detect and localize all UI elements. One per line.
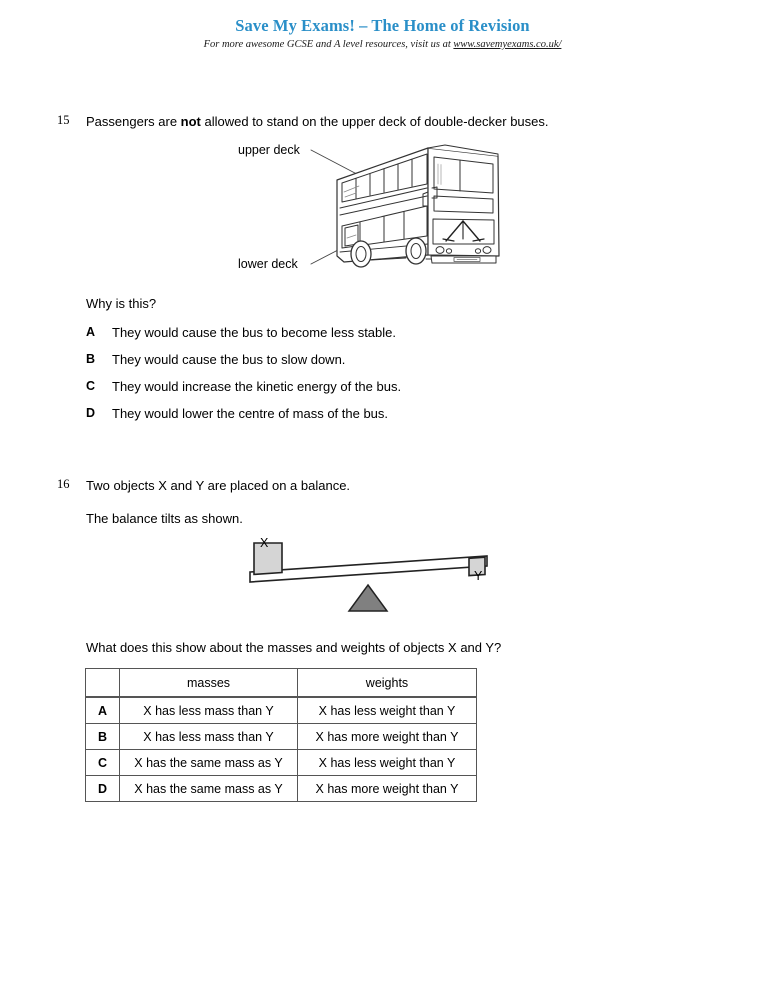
q15-option-d-text[interactable]: They would lower the centre of mass of the bus. [112, 406, 389, 421]
question-16-number: 16 [57, 477, 70, 491]
table-header-weights: weights [298, 669, 477, 698]
q16-answer-table [85, 668, 477, 802]
double-decker-bus-diagram [232, 140, 512, 280]
object-x-label: X [260, 536, 269, 550]
q16-option-c-mass: X has the same mass as Y [120, 750, 298, 776]
balance-drawing [240, 534, 500, 626]
q15-stem-bold: not [180, 114, 201, 129]
site-title: Save My Exams! – The Home of Revision [235, 16, 530, 35]
q15-stem-prefix: Passengers are [86, 114, 181, 129]
q16-option-d-weight: X has more weight than Y [298, 776, 477, 802]
site-url-link[interactable]: www.savemyexams.co.uk/ [453, 39, 562, 50]
subtitle-text: For more awesome GCSE and A level resources, visit us at [203, 39, 454, 50]
q15-option-c-letter: C [86, 379, 96, 393]
table-row[interactable] [86, 750, 477, 776]
table-row[interactable] [86, 776, 477, 802]
balance-beam [250, 556, 487, 582]
table-header-blank [86, 669, 120, 698]
q16-option-a-weight: X has less weight than Y [298, 697, 477, 724]
table-header-masses: masses [120, 669, 298, 698]
q15-option-a-letter: A [86, 325, 96, 339]
table-row[interactable] [86, 724, 477, 750]
question-16-stem: Two objects X and Y are placed on a balance. [86, 478, 351, 493]
q15-option-b-text[interactable]: They would cause the bus to slow down. [112, 352, 346, 367]
q15-option-c-text[interactable]: They would increase the kinetic energy of the bus. [112, 379, 402, 394]
q16-option-d-letter: D [86, 776, 120, 802]
q16-option-c-letter: C [86, 750, 120, 776]
tilted-balance-diagram [240, 534, 500, 626]
page-header [0, 16, 765, 52]
q15-stem-suffix: allowed to stand on the upper deck of double-decker buses. [200, 114, 549, 129]
q15-option-d-letter: D [86, 406, 96, 420]
q16-option-c-weight: X has less weight than Y [298, 750, 477, 776]
q16-option-b-mass: X has less mass than Y [120, 724, 298, 750]
q16-option-b-weight: X has more weight than Y [298, 724, 477, 750]
q15-option-b-letter: B [86, 352, 96, 366]
question-16-stem-line2: The balance tilts as shown. [86, 511, 243, 526]
object-y-label: Y [474, 569, 483, 583]
balance-pivot [349, 585, 387, 611]
q16-option-d-mass: X has the same mass as Y [120, 776, 298, 802]
table-row[interactable] [86, 697, 477, 724]
question-15-stem [86, 113, 549, 130]
question-15-prompt: Why is this? [86, 296, 157, 311]
q16-option-a-letter: A [86, 697, 120, 724]
table-header-row [86, 669, 477, 698]
question-16-prompt: What does this show about the masses and weights of objects X and Y? [86, 640, 502, 655]
site-subtitle [0, 38, 765, 52]
upper-deck-label: upper deck [238, 143, 300, 157]
q16-option-b-letter: B [86, 724, 120, 750]
q15-option-a-text[interactable]: They would cause the bus to become less stable. [112, 325, 396, 340]
question-15-number: 15 [57, 113, 70, 127]
lower-deck-label: lower deck [238, 257, 298, 271]
q16-option-a-mass: X has less mass than Y [120, 697, 298, 724]
